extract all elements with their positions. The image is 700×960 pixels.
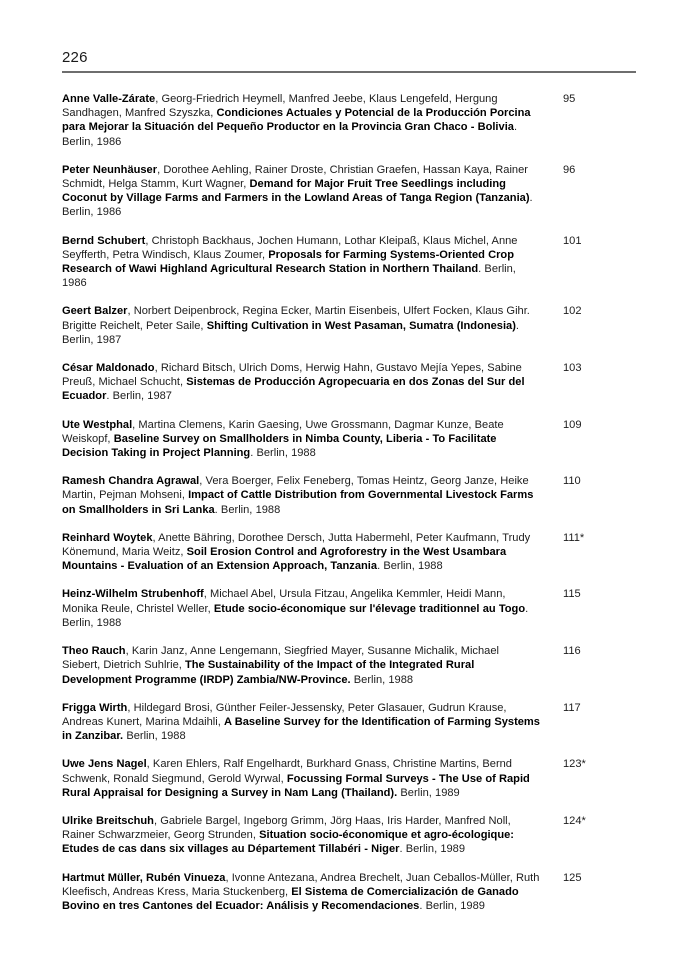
- entry-imprint: . Berlin, 1987: [62, 319, 519, 346]
- entry-coauthors: , Christoph Backhaus, Jochen Humann, Lothar Kleipaß, Klaus Michel, Anne Seyfferth, Petra Windisch, Klaus Zoumer,: [62, 234, 518, 261]
- entry-imprint: . Berlin, 1986: [62, 192, 533, 219]
- entry-coauthors: , Martina Clemens, Karin Gaesing, Uwe Grossmann, Dagmar Kunze, Beate Weiskopf,: [62, 418, 504, 445]
- bibliography-entry: [62, 474, 636, 517]
- entry-lead-authors: Heinz-Wilhelm Strubenhoff: [62, 588, 204, 601]
- bibliography-entry: [62, 871, 636, 914]
- entry-lead-authors: Ramesh Chandra Agrawal: [62, 475, 200, 488]
- entry-coauthors: , Georg-Friedrich Heymell, Manfred Jeebe, Klaus Lengefeld, Hergung Sandhagen, Manfred Szyszka,: [62, 93, 498, 120]
- entry-coauthors: , Gabriele Bargel, Ingeborg Grimm, Jörg Haas, Iris Harder, Manfred Noll, Rainer Schwarzmeier, Georg Strunden,: [62, 814, 511, 842]
- entry-citation: [62, 361, 540, 404]
- entry-citation: [62, 644, 540, 687]
- entry-title: Shifting Cultivation in West Pasaman, Sumatra (Indonesia): [206, 319, 516, 332]
- bibliography-entry: [62, 814, 636, 857]
- entry-imprint: . Berlin, 1988: [377, 560, 443, 573]
- entry-citation: [62, 163, 540, 220]
- entry-page-number: 110: [563, 475, 581, 488]
- bibliography-entry: [62, 701, 636, 744]
- entry-imprint: Berlin, 1988: [123, 730, 186, 743]
- entry-citation: [62, 587, 540, 630]
- entry-title: Focussing Formal Surveys - The Use of Rapid Rural Appraisal for Designing a Survey in Nam Lang (Thailand).: [62, 772, 530, 799]
- entry-citation: [62, 701, 540, 744]
- entry-title: Sistemas de Producción Agropecuaria en dos Zonas del Sur del Ecuador: [62, 376, 525, 403]
- entry-imprint: . Berlin, 1988: [250, 447, 316, 460]
- entry-lead-authors: Frigga Wirth: [62, 701, 128, 714]
- entry-coauthors: , Vera Boerger, Felix Feneberg, Tomas Heintz, Georg Janze, Heike Martin, Pejman Mohseni,: [62, 475, 529, 502]
- entry-title: Condiciones Actuales y Potencial de la Producción Porcina para Mejorar la Situación del Pequeño Productor en la Provincia Gran Chaco - Bolivia: [62, 107, 531, 134]
- entry-imprint: . Berlin, 1989: [399, 843, 466, 856]
- entry-imprint: . Berlin, 1989: [419, 899, 485, 912]
- entry-page-number: 101: [563, 234, 582, 247]
- entry-title: El Sistema de Comercialización de Ganado Bovino en tres Cantones del Ecuador: Análisis y Recomendaciones: [62, 885, 519, 912]
- entry-coauthors: , Karin Janz, Anne Lengemann, Siegfried Mayer, Susanne Michalik, Michael Siebert, Dietrich Suhlrie,: [62, 645, 499, 672]
- entry-title: Impact of Cattle Distribution from Governmental Livestock Farms on Smallholders in Sri Lanka: [62, 489, 534, 516]
- bibliography-entry: [62, 92, 636, 149]
- bibliography-entry: [62, 531, 636, 574]
- entry-imprint: . Berlin, 1986: [62, 121, 518, 148]
- entry-lead-authors: Bernd Schubert: [62, 234, 146, 247]
- entry-coauthors: , Karen Ehlers, Ralf Engelhardt, Burkhard Gnass, Christine Martins, Bernd Schwenk, Ronald Siegmund, Gerold Wyrwal,: [62, 758, 512, 785]
- entry-lead-authors: Ulrike Breitschuh: [62, 814, 154, 827]
- entry-page-number: 116: [563, 645, 581, 658]
- entry-title: Proposals for Farming Systems-Oriented Crop Research of Wawi Highland Agricultural Research Station in Northern Thailand: [62, 248, 514, 276]
- entry-page-number: 111*: [563, 531, 585, 544]
- entry-citation: [62, 757, 540, 800]
- entry-title: Baseline Survey on Smallholders in Nimba County, Liberia - To Facilitate Decision Taking in Project Planning: [62, 432, 497, 460]
- entry-lead-authors: Peter Neunhäuser: [62, 163, 158, 176]
- bibliography-entry: [62, 361, 636, 404]
- entry-imprint: Berlin, 1989: [397, 786, 460, 799]
- bibliography-entry-list: [62, 92, 636, 927]
- entry-citation: [62, 418, 540, 461]
- entry-lead-authors: Hartmut Müller, Rubén Vinueza: [62, 871, 226, 884]
- entry-coauthors: , Dorothee Aehling, Rainer Droste, Christian Graefen, Hassan Kaya, Rainer Schmidt, Helga Stamm, Kurt Wagner,: [62, 163, 528, 191]
- entry-title: Soil Erosion Control and Agroforestry in the West Usambara Mountains - Evaluation of an Extension Approach, Tanzania: [62, 546, 507, 573]
- entry-page-number: 124*: [563, 814, 586, 827]
- header-divider: [62, 71, 636, 73]
- entry-page-number: 117: [563, 701, 581, 714]
- bibliography-entry: [62, 163, 636, 220]
- entry-page-number: 102: [563, 305, 582, 318]
- entry-lead-authors: Uwe Jens Nagel: [62, 758, 147, 771]
- entry-page-number: 123*: [563, 758, 586, 771]
- bibliography-entry: [62, 757, 636, 800]
- entry-page-number: 109: [563, 418, 582, 431]
- entry-imprint: . Berlin, 1988: [62, 602, 529, 629]
- entry-coauthors: , Ivonne Antezana, Andrea Brechelt, Juan Ceballos-Müller, Ruth Kleefisch, Andreas Kress, Maria Stuckenberg,: [62, 871, 540, 898]
- entry-citation: [62, 814, 540, 857]
- entry-title: Situation socio-économique et agro-écologique: Etudes de cas dans six villages au Département Tillabéri - Niger: [62, 829, 514, 856]
- entry-page-number: 125: [563, 871, 582, 884]
- bibliography-entry: [62, 587, 636, 630]
- entry-lead-authors: Ute Westphal: [62, 418, 133, 431]
- entry-citation: [62, 531, 540, 574]
- entry-title: The Sustainability of the Impact of the Integrated Rural Development Programme (IRDP) Zambia/NW-Province.: [62, 659, 475, 686]
- bibliography-entry: [62, 234, 636, 291]
- entry-coauthors: , Richard Bitsch, Ulrich Doms, Herwig Hahn, Gustavo Mejía Yepes, Sabine Preuß, Michael Schucht,: [62, 362, 522, 389]
- entry-lead-authors: Reinhard Woytek: [62, 531, 153, 544]
- bibliography-entry: [62, 418, 636, 461]
- entry-lead-authors: Theo Rauch: [62, 645, 126, 658]
- entry-title: A Baseline Survey for the Identification of Farming Systems in Zanzibar.: [62, 715, 540, 743]
- entry-lead-authors: César Maldonado: [62, 362, 155, 375]
- entry-imprint: . Berlin, 1986: [62, 263, 516, 290]
- entry-page-number: 115: [563, 588, 581, 601]
- entry-imprint: . Berlin, 1987: [106, 390, 172, 403]
- entry-page-number: 103: [563, 362, 582, 375]
- bibliography-entry: [62, 304, 636, 347]
- entry-citation: [62, 234, 540, 291]
- entry-page-number: 95: [563, 93, 576, 105]
- entry-coauthors: , Norbert Deipenbrock, Regina Ecker, Martin Eisenbeis, Ulfert Focken, Klaus Gihr. Brigitte Reichelt, Peter Saile,: [62, 305, 530, 332]
- entry-coauthors: , Michael Abel, Ursula Fitzau, Angelika Kemmler, Heidi Mann, Monika Reule, Christel Weller,: [62, 588, 506, 615]
- entry-citation: [62, 871, 540, 914]
- page-header: [62, 48, 636, 68]
- page-number-folio: 226: [62, 49, 88, 66]
- entry-citation: [62, 474, 540, 517]
- entry-lead-authors: Anne Valle-Zárate: [62, 93, 156, 105]
- entry-page-number: 96: [563, 163, 576, 176]
- entry-coauthors: , Anette Bähring, Dorothee Dersch, Jutta Habermehl, Peter Kaufmann, Trudy Könemund, Maria Weitz,: [62, 531, 531, 559]
- entry-title: Etude socio-économique sur l'élevage traditionnel au Togo: [213, 602, 526, 615]
- entry-citation: [62, 304, 540, 347]
- entry-imprint: Berlin, 1988: [350, 673, 414, 686]
- entry-imprint: . Berlin, 1988: [214, 503, 281, 516]
- bibliography-entry: [62, 644, 636, 687]
- entry-lead-authors: Geert Balzer: [62, 305, 128, 318]
- entry-coauthors: , Hildegard Brosi, Günther Feiler-Jessensky, Peter Glasauer, Gudrun Krause, Andreas Kunert, Marina Mdaihli,: [62, 701, 507, 728]
- entry-citation: [62, 92, 540, 149]
- entry-title: Demand for Major Fruit Tree Seedlings including Coconut by Village Farms and Farmers in the Lowland Areas of Tanga Region (Tanzania): [62, 178, 530, 205]
